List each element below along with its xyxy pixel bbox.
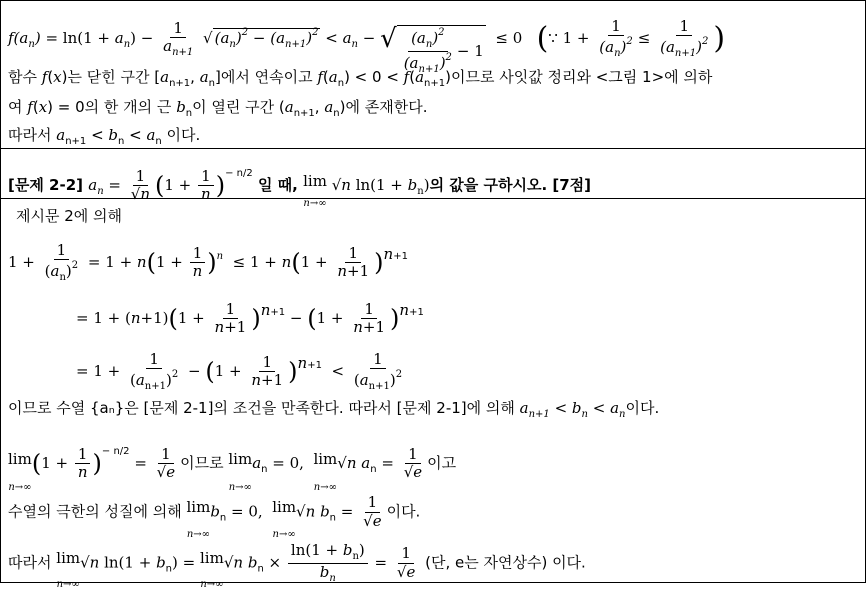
problem-label: [문제 2-2] (8, 176, 84, 194)
text-line-conclusion: 따라서 $a_{n+1} < b_n < a_n$ 이다. (8, 126, 201, 147)
inequality-line (8, 8, 726, 75)
solution-lim1-mid: 이므로 (180, 454, 224, 472)
solution-lim1-end: 이고 (427, 454, 457, 472)
text-line-continuity: 함수 f(x)는 닫힌 구간 [$a_{n+1}$, $a_n$]에서 연속이고 $f(a_n) < 0 < f(a_{n+1})$이므로 사잇값 정리와 <그림 1>에 의하 (8, 68, 713, 89)
problem-ask: 의 값을 구하시오. (429, 176, 548, 194)
solution-eq1: 1 + $\frac{1}{(a_n)^2}$ = 1 + n(1 + $\frac{1}{n}$ )$^n$ ≤ 1 + n(1 + $\frac{1}{n+1}$ )$^{n+1}$ (8, 240, 408, 283)
text-line-root: 여 f(x) = 0의 한 개의 근 $b_n$이 열린 구간 ($a_{n+1}$, $a_n$)에 존재한다. (8, 98, 428, 119)
solution-text1-a: 이므로 수열 {aₙ}은 [문제 2-1]의 조건을 만족한다. 따라서 [문제 2-1]에 의해 (8, 399, 515, 417)
solution-final-note: (단, e는 자연상수) 이다. (425, 553, 586, 572)
solution-text1-c: 이다. (625, 399, 660, 417)
solution-final: 따라서 lim n→∞ √n $\ln(1 + b_n)$ = lim n→∞ √n $b_n$ × $\frac{\ln(1 + b_n)}{b_n}$ = $\frac{1}{√e}$ (단, e는 자연상수) 이다. (8, 541, 586, 590)
problem-statement: [문제 2-2] $a_n$ = $\frac{1}{√n}$ (1 + $\frac{1}{n}$ )$^{- n/2}$ 일 때, lim n→∞ √n $\ln(1 + b_n)$의 값을 구하시오. [7점] (8, 166, 592, 209)
solution-eq3: = 1 + $\frac{1}{(a_{n+1})^2}$ − (1 + $\frac{1}{n+1}$ )$^{n+1}$ < $\frac{1}{(a_{n+1})^2}$ (76, 349, 403, 392)
divider-top (0, 148, 866, 149)
problem-points: [7점] (552, 176, 592, 194)
solution-text2-a: 수열의 극한의 성질에 의해 (8, 502, 182, 521)
solution-limits: lim n→∞ (1 + $\frac{1}{n}$ )$^{- n/2}$ = $\frac{1}{√e}$ 이므로 lim n→∞ $a_n = 0$, lim n→∞ √n $a_n$ = $\frac{1}{√e}$ 이고 (8, 444, 457, 493)
solution-intro: 제시문 2에 의해 (16, 207, 123, 225)
solution-text2: 수열의 극한의 성질에 의해 lim n→∞ $b_n = 0$, lim n→∞ √n $b_n$ = $\frac{1}{√e}$ 이다. (8, 493, 421, 540)
inequality-expression: $f(a_n) = \ln(1 + a_n)$ − $\frac{1}{a_{n+1}}$ √ $(a_n)^2 - (a_{n+1})^2 < a_n$ − √ $\frac{(a_n)^2}{(a_{n+1})^2}$ − 1 ≤ 0 (∵ 1 + $\frac{1}{(a_n)^2}$ ≤ $\frac{1}{(a_{n+1})^2}$ ) (8, 17, 726, 75)
solution-text2-end: 이다. (386, 502, 421, 521)
solution-final-a: 따라서 (8, 553, 52, 572)
solution-text1: 이므로 수열 {aₙ}은 [문제 2-1]의 조건을 만족한다. 따라서 [문제 2-1]에 의해 $a_{n+1} < b_n < a_n$이다. (8, 399, 660, 420)
solution-eq2: = 1 + (n+1)(1 + $\frac{1}{n+1}$ )$^{n+1}$ − (1 + $\frac{1}{n+1}$ )$^{n+1}$ (76, 299, 424, 336)
problem-when: 일 때, (257, 176, 298, 194)
